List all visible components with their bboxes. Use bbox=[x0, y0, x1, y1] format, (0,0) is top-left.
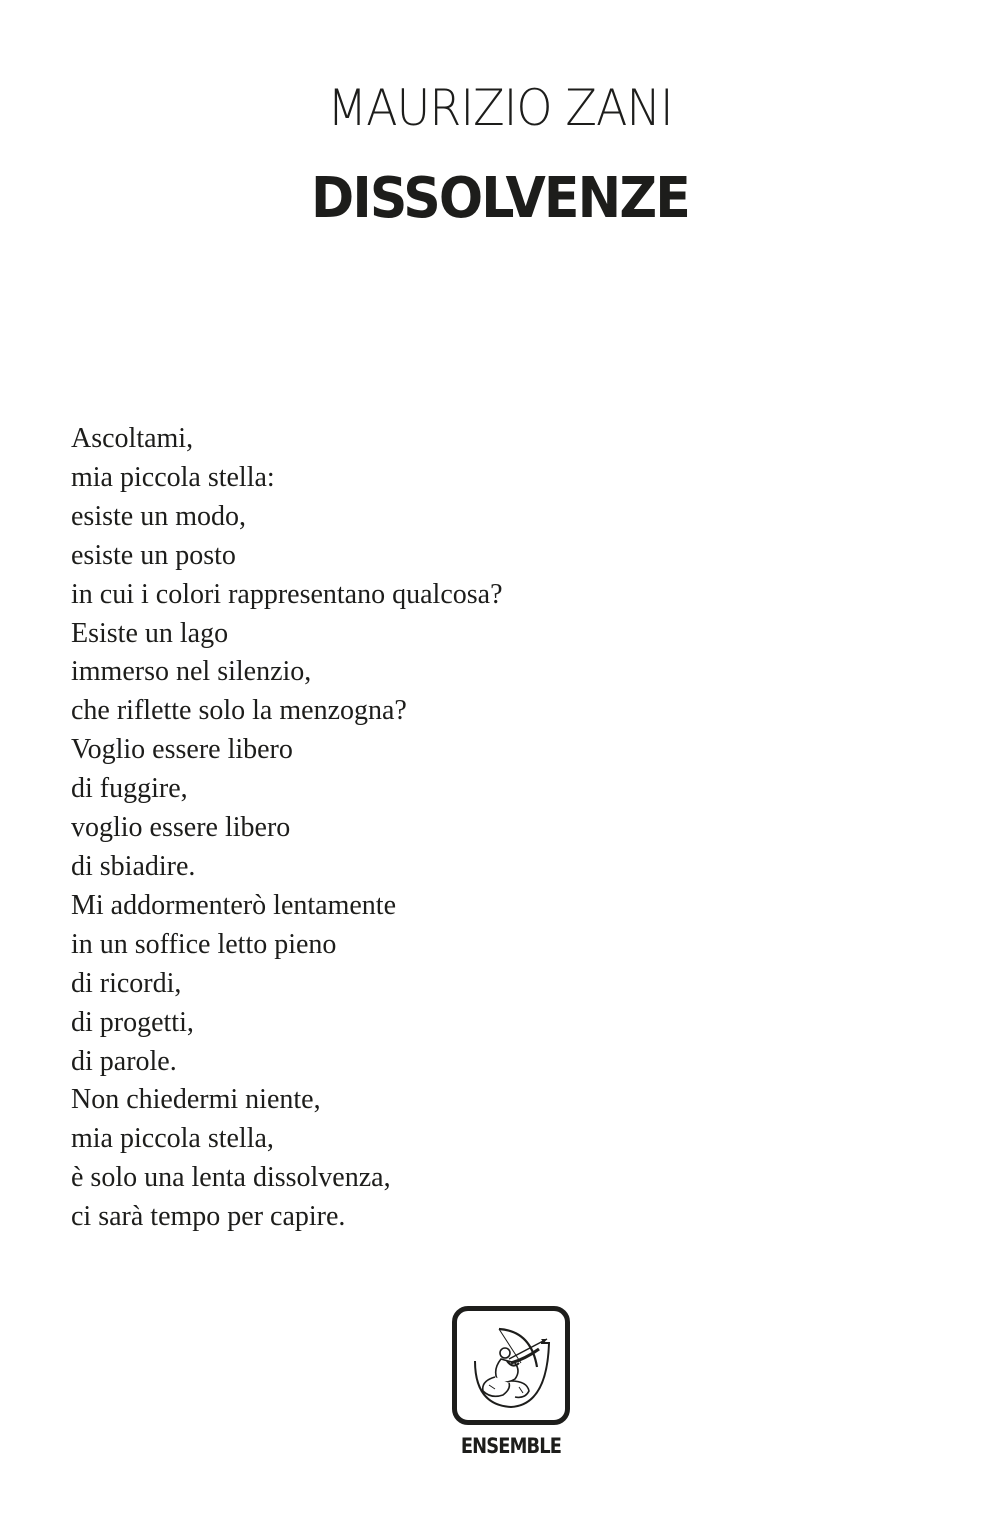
poem-line: Esiste un lago bbox=[71, 617, 229, 649]
publisher-name: ENSEMBLE bbox=[460, 1434, 562, 1458]
poem-line: di sbiadire. bbox=[71, 850, 196, 882]
poem-line: Voglio essere libero bbox=[71, 734, 293, 766]
archer-icon bbox=[465, 1319, 557, 1411]
poem-line: di parole. bbox=[71, 1045, 177, 1077]
poem-text bbox=[71, 420, 671, 1237]
author-name: MAURIZIO ZANI bbox=[327, 79, 673, 137]
poem-line: in un soffice letto pieno bbox=[71, 928, 337, 960]
poem-line: di progetti, bbox=[71, 1006, 194, 1038]
poem-line: mia piccola stella, bbox=[71, 1123, 274, 1155]
poem-line: di fuggire, bbox=[71, 773, 188, 805]
poem-line: voglio essere libero bbox=[71, 812, 291, 844]
poem-line: esiste un posto bbox=[71, 539, 236, 571]
poem-line: che riflette solo la menzogna? bbox=[71, 695, 407, 727]
publisher-logo bbox=[452, 1306, 570, 1425]
poem-line: esiste un modo, bbox=[71, 500, 246, 532]
poem-line: ci sarà tempo per capire. bbox=[71, 1201, 346, 1233]
poem-line: immerso nel silenzio, bbox=[71, 656, 312, 688]
poem-line: di ricordi, bbox=[71, 967, 182, 999]
poem-line: mia piccola stella: bbox=[71, 461, 275, 493]
poem-line: è solo una lenta dissolvenza, bbox=[71, 1162, 391, 1194]
book-title: DISSOLVENZE bbox=[311, 166, 689, 231]
poem-line: Ascoltami, bbox=[71, 423, 194, 454]
poem-line: in cui i colori rappresentano qualcosa? bbox=[71, 578, 503, 610]
poem-line: Mi addormenterò lentamente bbox=[71, 889, 396, 921]
poem-line: Non chiedermi niente, bbox=[71, 1084, 321, 1116]
